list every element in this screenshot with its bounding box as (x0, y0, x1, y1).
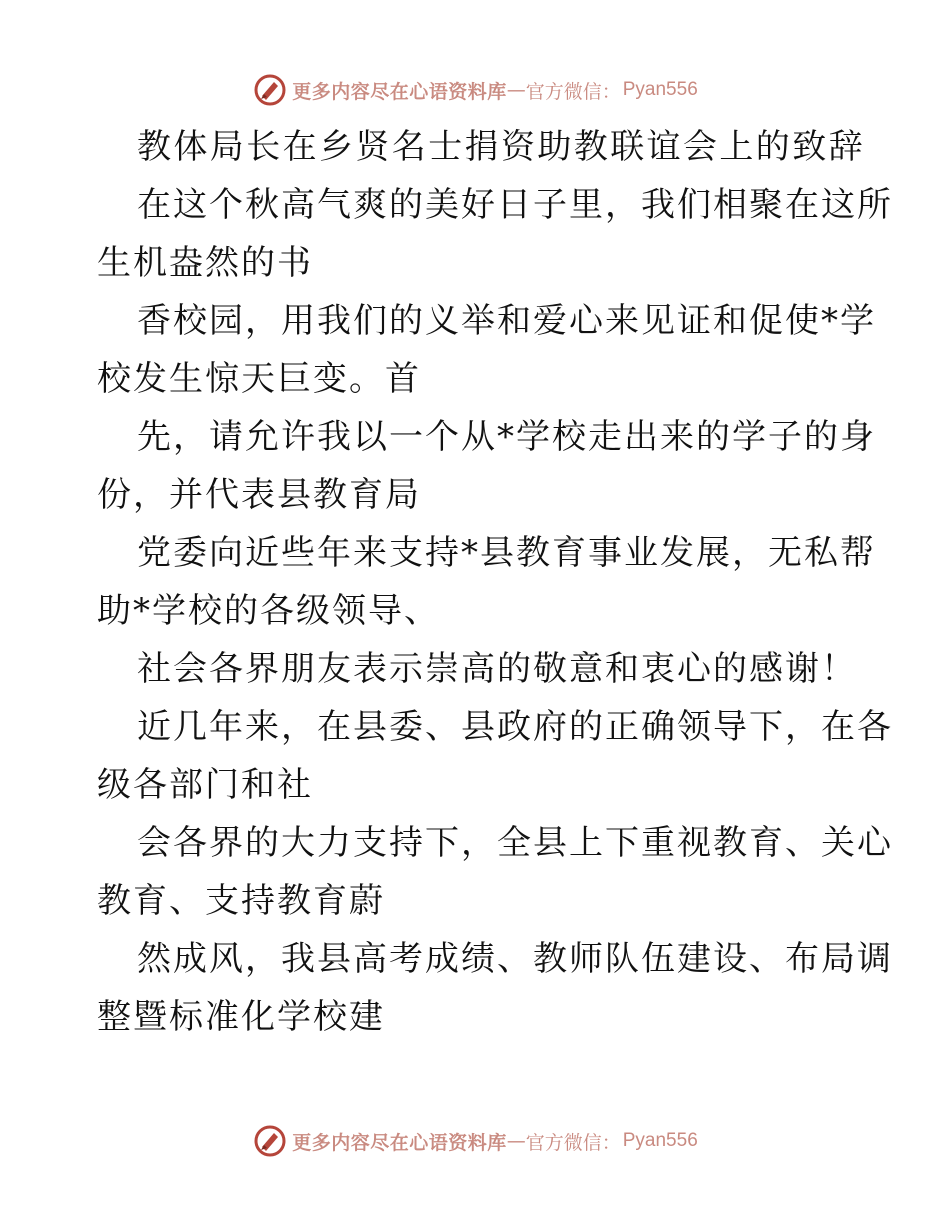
paragraph-line: 整暨标准化学校建 (97, 997, 385, 1037)
paragraph-line: 香校园，用我们的义举和爱心来见证和促使*学 (137, 301, 876, 341)
paragraph-line: 会各界的大力支持下，全县上下重视教育、关心 (137, 823, 893, 863)
paragraph-line: 教育、支持教育蔚 (97, 881, 385, 921)
pen-logo-icon (252, 1123, 288, 1159)
watermark-wechat-label: 官方微信： (525, 1131, 621, 1154)
footer-watermark (0, 1121, 950, 1161)
watermark-separator: — (506, 79, 526, 101)
document-body (97, 118, 893, 1046)
paragraph-line: 社会各界朋友表示崇高的敬意和衷心的感谢！ (137, 649, 857, 689)
watermark-separator: — (506, 1130, 526, 1152)
document-title: 教体局长在乡贤名士捐资助教联谊会上的致辞 (137, 127, 865, 167)
paragraph-line: 然成风，我县高考成绩、教师队伍建设、布局调 (137, 939, 893, 979)
watermark-main-text: 更多内容尽在心语资料库 (292, 1131, 507, 1154)
paragraph-line: 在这个秋高气爽的美好日子里，我们相聚在这所 (137, 185, 893, 225)
paragraph-line: 级各部门和社 (97, 765, 313, 805)
paragraph-line: 先，请允许我以一个从*学校走出来的学子的身 (137, 417, 876, 457)
paragraph-line: 份，并代表县教育局 (97, 475, 421, 515)
paragraph-line: 党委向近些年来支持*县教育事业发展，无私帮 (137, 533, 876, 573)
watermark-wechat-id: Pyan556 (622, 1130, 698, 1151)
paragraph-line: 校发生惊天巨变。首 (97, 359, 421, 399)
paragraph-line: 助*学校的各级领导、 (97, 591, 440, 631)
watermark-main-text: 更多内容尽在心语资料库 (292, 80, 507, 103)
paragraph-line: 生机盎然的书 (97, 243, 313, 283)
watermark-wechat-label: 官方微信： (525, 80, 621, 103)
pen-logo-icon (252, 72, 288, 108)
watermark-wechat-id: Pyan556 (622, 79, 698, 100)
header-watermark (0, 70, 950, 110)
paragraph-line: 近几年来，在县委、县政府的正确领导下，在各 (137, 707, 893, 747)
